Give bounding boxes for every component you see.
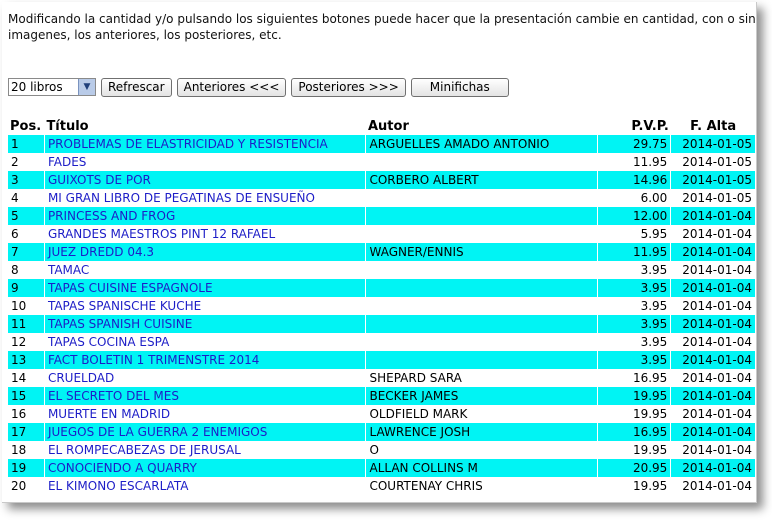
row-pos: 16: [8, 405, 44, 423]
header-title: Título: [46, 118, 89, 134]
row-author: ARGUELLES AMADO ANTONIO: [366, 135, 597, 153]
books-table: [8, 117, 756, 495]
row-title-link[interactable]: GUIXOTS DE POR: [44, 171, 366, 189]
row-pos: 17: [8, 423, 44, 441]
header-pos: Pos.: [10, 118, 42, 134]
row-price: 11.95: [597, 243, 671, 261]
previous-button[interactable]: Anteriores <<<: [177, 78, 287, 97]
row-pos: 2: [8, 153, 44, 171]
row-price: 16.95: [597, 423, 671, 441]
table-row: [8, 351, 756, 369]
row-title-link[interactable]: CRUELDAD: [44, 369, 366, 387]
row-price: 20.95: [597, 459, 671, 477]
row-title-link[interactable]: TAPAS SPANISH CUISINE: [44, 315, 366, 333]
row-date: 2014-01-04: [671, 477, 756, 495]
table-row: [8, 477, 756, 495]
row-author: LAWRENCE JOSH: [366, 423, 597, 441]
row-author: O: [366, 441, 597, 459]
table-row: [8, 315, 756, 333]
row-author: COURTENAY CHRIS: [366, 477, 597, 495]
row-title-link[interactable]: PRINCESS AND FROG: [44, 207, 366, 225]
row-title-link[interactable]: GRANDES MAESTROS PINT 12 RAFAEL: [44, 225, 366, 243]
row-price: 3.95: [597, 315, 671, 333]
row-price: 5.95: [597, 225, 671, 243]
row-price: 19.95: [597, 441, 671, 459]
row-pos: 12: [8, 333, 44, 351]
row-date: 2014-01-04: [671, 423, 756, 441]
row-title-link[interactable]: EL KIMONO ESCARLATA: [44, 477, 366, 495]
table-row: [8, 153, 756, 171]
row-pos: 3: [8, 171, 44, 189]
row-date: 2014-01-05: [671, 135, 756, 153]
row-title-link[interactable]: TAMAC: [44, 261, 366, 279]
header-date: F. Alta: [690, 118, 737, 134]
row-title-link[interactable]: MUERTE EN MADRID: [44, 405, 366, 423]
quantity-select-value: 20 libros: [11, 80, 63, 94]
table-row: [8, 297, 756, 315]
row-price: 14.96: [597, 171, 671, 189]
header-author: Autor: [367, 118, 409, 134]
minifichas-button[interactable]: Minifichas: [411, 78, 509, 97]
row-date: 2014-01-04: [671, 333, 756, 351]
row-title-link[interactable]: TAPAS CUISINE ESPAGNOLE: [44, 279, 366, 297]
refresh-button[interactable]: Refrescar: [101, 78, 172, 97]
row-pos: 15: [8, 387, 44, 405]
row-pos: 9: [8, 279, 44, 297]
table-row: [8, 243, 756, 261]
row-price: 6.00: [597, 189, 671, 207]
content-frame: [2, 2, 757, 503]
row-price: 29.75: [597, 135, 671, 153]
row-pos: 11: [8, 315, 44, 333]
row-date: 2014-01-04: [671, 387, 756, 405]
header-price: P.V.P.: [631, 118, 669, 134]
intro-text: Modificando la cantidad y/o pulsando los siguientes botones puede hacer que la presentación cambie en cantidad, con o sin imagenes, los anteriores, los posteriores, etc.: [8, 12, 756, 42]
row-date: 2014-01-04: [671, 261, 756, 279]
row-pos: 4: [8, 189, 44, 207]
row-date: 2014-01-04: [671, 441, 756, 459]
row-title-link[interactable]: TAPAS SPANISCHE KUCHE: [44, 297, 366, 315]
table-row: [8, 207, 756, 225]
row-author: OLDFIELD MARK: [366, 405, 597, 423]
table-header-row: [8, 117, 756, 135]
row-pos: 8: [8, 261, 44, 279]
table-row: [8, 333, 756, 351]
table-row: [8, 423, 756, 441]
row-pos: 10: [8, 297, 44, 315]
row-pos: 20: [8, 477, 44, 495]
quantity-select[interactable]: [8, 78, 96, 96]
row-pos: 1: [8, 135, 44, 153]
row-price: 3.95: [597, 333, 671, 351]
row-price: 3.95: [597, 351, 671, 369]
table-row: [8, 405, 756, 423]
row-author: ALLAN COLLINS M: [366, 459, 597, 477]
row-pos: 6: [8, 225, 44, 243]
table-row: [8, 279, 756, 297]
row-author: WAGNER/ENNIS: [366, 243, 597, 261]
row-title-link[interactable]: FACT BOLETIN 1 TRIMENSTRE 2014: [44, 351, 366, 369]
row-author: [366, 315, 597, 333]
row-title-link[interactable]: CONOCIENDO A QUARRY: [44, 459, 366, 477]
table-row: [8, 171, 756, 189]
row-date: 2014-01-04: [671, 207, 756, 225]
row-author: [366, 207, 597, 225]
row-date: 2014-01-04: [671, 315, 756, 333]
row-date: 2014-01-04: [671, 225, 756, 243]
row-price: 19.95: [597, 477, 671, 495]
row-date: 2014-01-04: [671, 351, 756, 369]
row-pos: 19: [8, 459, 44, 477]
controls-bar: [8, 77, 514, 97]
table-row: [8, 225, 756, 243]
row-title-link[interactable]: FADES: [44, 153, 366, 171]
row-date: 2014-01-05: [671, 189, 756, 207]
row-date: 2014-01-04: [671, 243, 756, 261]
row-author: CORBERO ALBERT: [366, 171, 597, 189]
row-pos: 13: [8, 351, 44, 369]
row-title-link[interactable]: JUEZ DREDD 04.3: [44, 243, 366, 261]
row-date: 2014-01-04: [671, 405, 756, 423]
chevron-down-icon[interactable]: ▼: [78, 79, 95, 95]
row-author: BECKER JAMES: [366, 387, 597, 405]
row-author: [366, 225, 597, 243]
table-row: [8, 369, 756, 387]
table-row: [8, 189, 756, 207]
row-author: SHEPARD SARA: [366, 369, 597, 387]
row-title-link[interactable]: MI GRAN LIBRO DE PEGATINAS DE ENSUEÑO: [44, 189, 366, 207]
row-author: [366, 189, 597, 207]
row-price: 3.95: [597, 297, 671, 315]
row-author: [366, 333, 597, 351]
next-button[interactable]: Posteriores >>>: [291, 78, 405, 97]
row-pos: 14: [8, 369, 44, 387]
row-pos: 7: [8, 243, 44, 261]
row-date: 2014-01-05: [671, 153, 756, 171]
row-price: 11.95: [597, 153, 671, 171]
row-author: [366, 279, 597, 297]
row-pos: 18: [8, 441, 44, 459]
row-price: 19.95: [597, 387, 671, 405]
table-row: [8, 459, 756, 477]
row-date: 2014-01-04: [671, 459, 756, 477]
row-price: 3.95: [597, 261, 671, 279]
row-date: 2014-01-04: [671, 279, 756, 297]
row-author: [366, 297, 597, 315]
table-row: [8, 135, 756, 153]
row-author: [366, 351, 597, 369]
row-price: 16.95: [597, 369, 671, 387]
row-pos: 5: [8, 207, 44, 225]
row-author: [366, 261, 597, 279]
row-title-link[interactable]: TAPAS COCINA ESPA: [44, 333, 366, 351]
row-price: 12.00: [597, 207, 671, 225]
row-title-link[interactable]: EL SECRETO DEL MES: [44, 387, 366, 405]
row-author: [366, 153, 597, 171]
row-date: 2014-01-05: [671, 171, 756, 189]
row-price: 19.95: [597, 405, 671, 423]
row-title-link[interactable]: JUEGOS DE LA GUERRA 2 ENEMIGOS: [44, 423, 366, 441]
table-row: [8, 441, 756, 459]
row-date: 2014-01-04: [671, 297, 756, 315]
table-row: [8, 261, 756, 279]
table-row: [8, 387, 756, 405]
row-title-link[interactable]: EL ROMPECABEZAS DE JERUSAL: [44, 441, 366, 459]
row-date: 2014-01-04: [671, 369, 756, 387]
row-title-link[interactable]: PROBLEMAS DE ELASTRICIDAD Y RESISTENCIA: [44, 135, 366, 153]
row-price: 3.95: [597, 279, 671, 297]
